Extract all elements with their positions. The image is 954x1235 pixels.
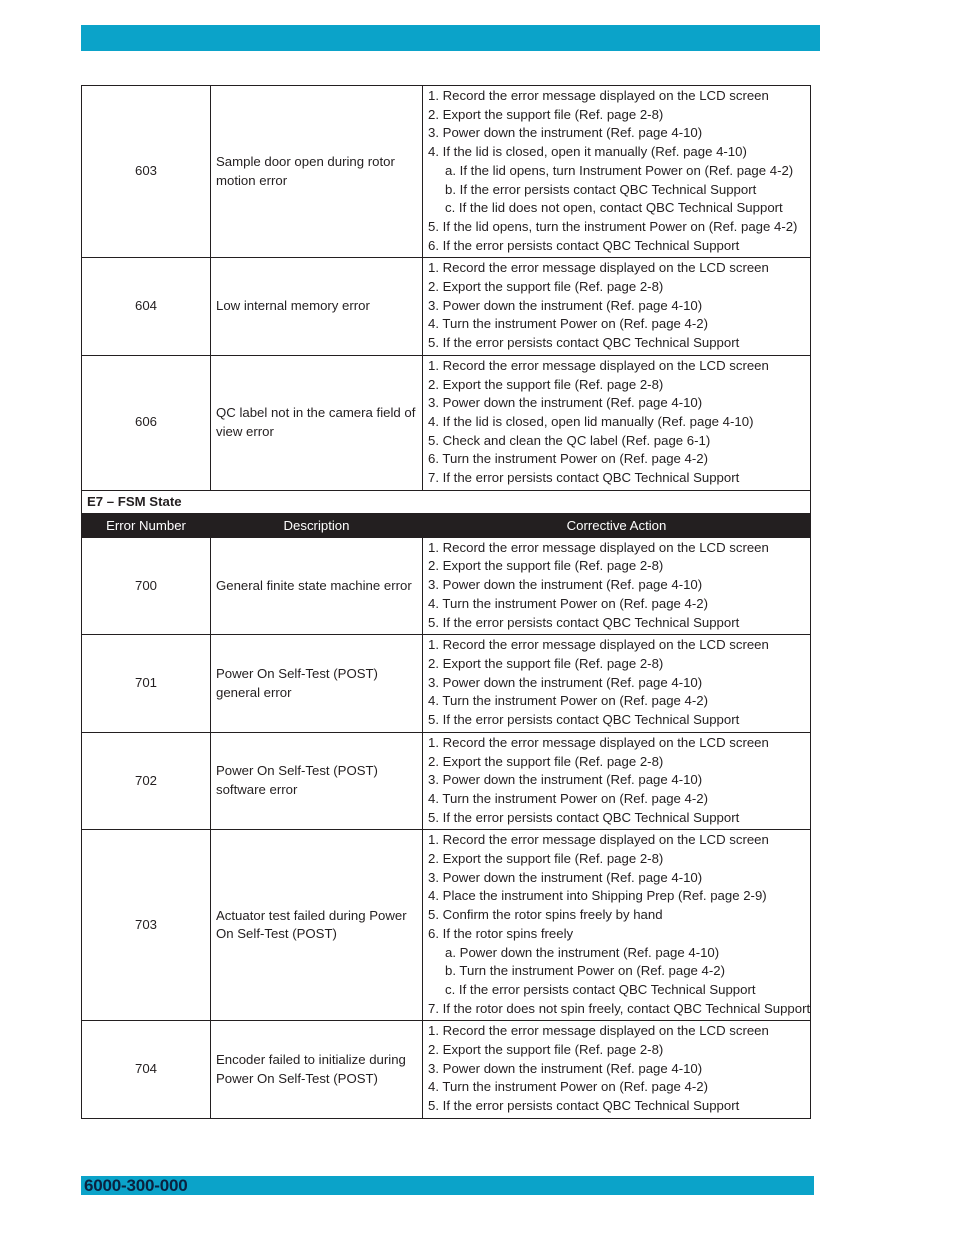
action-step: 4. Turn the instrument Power on (Ref. page 4-2) — [428, 790, 709, 806]
action-step: 3. Power down the instrument (Ref. page 4-10) — [428, 1060, 703, 1076]
error-number: 704 — [82, 1021, 211, 1119]
action-step: 1. Record the error message displayed on the LCD screen — [428, 539, 769, 555]
table-row — [82, 1021, 811, 1119]
action-step: 2. Export the support file (Ref. page 2-8) — [428, 558, 664, 574]
action-step: 1. Record the error message displayed on the LCD screen — [428, 357, 769, 373]
action-step: 2. Export the support file (Ref. page 2-8) — [428, 279, 664, 295]
table-row — [82, 86, 811, 258]
error-table — [81, 85, 811, 1119]
action-step: 3. Power down the instrument (Ref. page 4-10) — [428, 395, 703, 411]
action-step: 4. Turn the instrument Power on (Ref. page 4-2) — [428, 693, 709, 709]
error-number: 606 — [82, 355, 211, 490]
action-step: 4. Place the instrument into Shipping Prep (Ref. page 2-9) — [428, 888, 767, 904]
table-row — [82, 537, 811, 635]
table-row — [82, 258, 811, 356]
error-description: Encoder failed to initialize during Power On Self-Test (POST) — [211, 1021, 423, 1119]
action-step: 1. Record the error message displayed on the LCD screen — [428, 260, 769, 276]
action-step: 1. Record the error message displayed on the LCD screen — [428, 832, 769, 848]
action-step: 6. If the rotor spins freely — [428, 925, 574, 941]
action-step: 3. Power down the instrument (Ref. page 4-10) — [428, 869, 703, 885]
action-step: 7. If the rotor does not spin freely, contact QBC Technical Support — [428, 1000, 811, 1016]
action-step: 1. Record the error message displayed on the LCD screen — [428, 637, 769, 653]
action-step: 4. If the lid is closed, open lid manually (Ref. page 4-10) — [428, 413, 754, 429]
action-substep: a. If the lid opens, turn Instrument Power on (Ref. page 4-2) — [445, 162, 794, 178]
action-step: 5. Check and clean the QC label (Ref. page 6-1) — [428, 432, 711, 448]
action-step: 2. Export the support file (Ref. page 2-8) — [428, 851, 664, 867]
action-substep: b. If the error persists contact QBC Technical Support — [445, 181, 757, 197]
header-bar — [81, 25, 820, 51]
action-step: 3. Power down the instrument (Ref. page 4-10) — [428, 772, 703, 788]
corrective-action — [423, 258, 811, 356]
action-step: 4. Turn the instrument Power on (Ref. page 4-2) — [428, 1079, 709, 1095]
action-step: 4. If the lid is closed, open it manually (Ref. page 4-10) — [428, 144, 747, 160]
action-step: 3. Power down the instrument (Ref. page 4-10) — [428, 577, 703, 593]
action-step: 2. Export the support file (Ref. page 2-8) — [428, 753, 664, 769]
error-number: 603 — [82, 86, 211, 258]
error-number: 703 — [82, 830, 211, 1021]
corrective-action — [423, 635, 811, 733]
error-description: Power On Self-Test (POST) software error — [211, 732, 423, 830]
action-substep: c. If the lid does not open, contact QBC Technical Support — [445, 200, 783, 216]
error-description: Power On Self-Test (POST) general error — [211, 635, 423, 733]
action-step: 5. If the lid opens, turn the instrument Power on (Ref. page 4-2) — [428, 218, 798, 234]
error-rows-e6 — [82, 86, 811, 491]
action-step: 3. Power down the instrument (Ref. page 4-10) — [428, 125, 703, 141]
error-number: 604 — [82, 258, 211, 356]
table-row — [82, 732, 811, 830]
error-number: 700 — [82, 537, 211, 635]
action-step: 2. Export the support file (Ref. page 2-8) — [428, 1042, 664, 1058]
corrective-action — [423, 1021, 811, 1119]
header-corrective-action: Corrective Action — [423, 513, 811, 537]
action-step: 3. Power down the instrument (Ref. page 4-10) — [428, 674, 703, 690]
action-step: 5. If the error persists contact QBC Technical Support — [428, 335, 740, 351]
action-step: 4. Turn the instrument Power on (Ref. page 4-2) — [428, 316, 709, 332]
error-number: 702 — [82, 732, 211, 830]
document-number: 6000-300-000 — [84, 1176, 188, 1195]
action-step: 7. If the error persists contact QBC Technical Support — [428, 470, 740, 486]
corrective-action — [423, 537, 811, 635]
action-step: 5. Confirm the rotor spins freely by hand — [428, 907, 663, 923]
action-step: 5. If the error persists contact QBC Technical Support — [428, 809, 740, 825]
section-row — [82, 490, 811, 513]
action-step: 1. Record the error message displayed on the LCD screen — [428, 734, 769, 750]
corrective-action — [423, 86, 811, 258]
error-description: General finite state machine error — [211, 537, 423, 635]
action-substep: a. Power down the instrument (Ref. page 4-10) — [445, 944, 720, 960]
action-step: 5. If the error persists contact QBC Technical Support — [428, 1098, 740, 1114]
table-row — [82, 635, 811, 733]
action-step: 1. Record the error message displayed on the LCD screen — [428, 88, 769, 103]
table-row — [82, 355, 811, 490]
footer-bar — [81, 1176, 814, 1195]
action-step: 3. Power down the instrument (Ref. page 4-10) — [428, 297, 703, 313]
error-description: Actuator test failed during Power On Self-Test (POST) — [211, 830, 423, 1021]
error-rows-e7 — [82, 537, 811, 1118]
header-description: Description — [211, 513, 423, 537]
action-step: 1. Record the error message displayed on the LCD screen — [428, 1023, 769, 1039]
action-step: 5. If the error persists contact QBC Technical Support — [428, 712, 740, 728]
error-description: Low internal memory error — [211, 258, 423, 356]
action-step: 2. Export the support file (Ref. page 2-8) — [428, 376, 664, 392]
action-substep: b. Turn the instrument Power on (Ref. page 4-2) — [445, 963, 726, 979]
action-step: 6. Turn the instrument Power on (Ref. page 4-2) — [428, 451, 709, 467]
error-description: Sample door open during rotor motion error — [211, 86, 423, 258]
section-title: E7 – FSM State — [82, 490, 811, 513]
corrective-action — [423, 830, 811, 1021]
corrective-action — [423, 732, 811, 830]
action-step: 2. Export the support file (Ref. page 2-8) — [428, 106, 664, 122]
section-e7 — [82, 490, 811, 537]
corrective-action — [423, 355, 811, 490]
error-number: 701 — [82, 635, 211, 733]
table-header-row — [82, 513, 811, 537]
action-step: 5. If the error persists contact QBC Technical Support — [428, 614, 740, 630]
action-step: 4. Turn the instrument Power on (Ref. page 4-2) — [428, 595, 709, 611]
action-step: 6. If the error persists contact QBC Technical Support — [428, 237, 740, 253]
action-substep: c. If the error persists contact QBC Technical Support — [445, 981, 756, 997]
header-error-number: Error Number — [82, 513, 211, 537]
table-row — [82, 830, 811, 1021]
error-description: QC label not in the camera field of view error — [211, 355, 423, 490]
action-step: 2. Export the support file (Ref. page 2-8) — [428, 655, 664, 671]
